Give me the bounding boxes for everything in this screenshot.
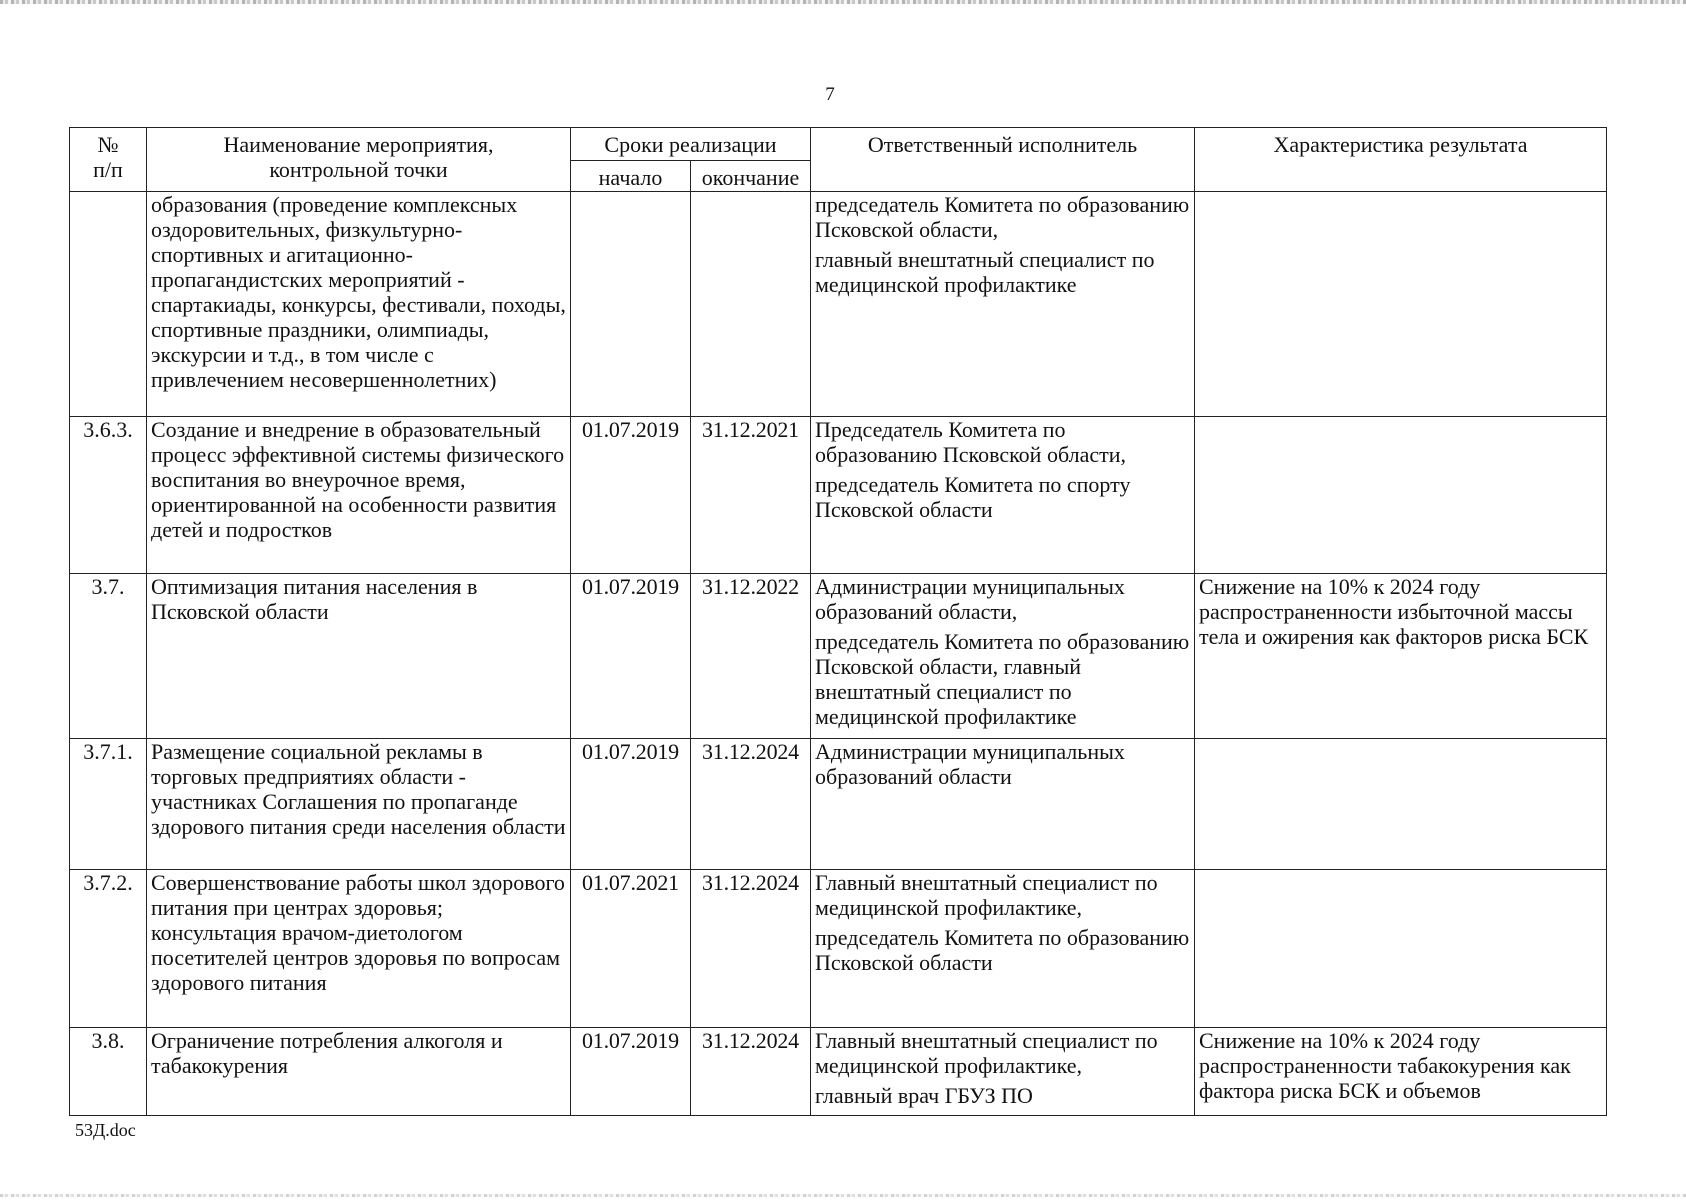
row-start: 01.07.2021: [571, 870, 691, 1028]
table-row: [70, 417, 1607, 574]
row-end: 31.12.2024: [691, 870, 811, 1028]
table-row: [70, 192, 1607, 417]
row-executor: [811, 417, 1195, 574]
executor-line: председатель Комитета по образованию Псковской области, главный внештатный специалист по медицинской профилактике: [815, 629, 1190, 729]
row-start: 01.07.2019: [571, 1028, 691, 1116]
row-result: Снижение на 10% к 2024 году распространенности избыточной массы тела и ожирения как факторов риска БСК: [1195, 574, 1607, 739]
executor-line: главный внештатный специалист по медицинской профилактике: [815, 247, 1155, 297]
row-name: Оптимизация питания населения в Псковской области: [147, 574, 571, 739]
row-end: 31.12.2024: [691, 1028, 811, 1116]
row-name: образования (проведение комплексных оздоровительных, физкультурно-спортивных и агитационно-пропагандистских мероприятий - спартакиады, конкурсы, фестивали, походы, спортивные праздники, олимпиады, экскурсии и т.д., в том числе с привлечением несовершеннолетних): [147, 192, 571, 417]
executor-line: главный врач ГБУЗ ПО: [815, 1083, 1033, 1108]
executor-line: Администрации муниципальных образований области: [815, 739, 1125, 789]
row-result: [1195, 739, 1607, 870]
executor-line: Администрации муниципальных образований области,: [815, 574, 1125, 624]
row-end: [691, 192, 811, 417]
row-end: 31.12.2022: [691, 574, 811, 739]
row-name: Создание и внедрение в образовательный процесс эффективной системы физического воспитания во внеурочное время, ориентированной на особенности развития детей и подростков: [147, 417, 571, 574]
row-num: 3.7.1.: [70, 739, 147, 870]
row-result: [1195, 870, 1607, 1028]
page-number: 7: [825, 84, 835, 105]
row-executor: [811, 870, 1195, 1028]
header-start: начало: [571, 161, 691, 192]
executor-line: Председатель Комитета по образованию Псковской области,: [815, 417, 1126, 467]
row-num: 3.6.3.: [70, 417, 147, 574]
table-header: [70, 128, 1607, 192]
header-end: окончание: [691, 161, 811, 192]
row-executor: [811, 192, 1195, 417]
row-start: 01.07.2019: [571, 417, 691, 574]
footer-filename: 53Д.doc: [75, 1120, 136, 1140]
row-num: 3.7.: [70, 574, 147, 739]
row-num: 3.8.: [70, 1028, 147, 1116]
row-result: [1195, 192, 1607, 417]
row-num: 3.7.2.: [70, 870, 147, 1028]
header-terms: Сроки реализации: [571, 128, 811, 161]
scan-edge-bottom: [0, 1194, 1686, 1197]
row-name: Совершенствование работы школ здорового питания при центрах здоровья; консультация врачом-диетологом посетителей центров здоровья по вопросам здорового питания: [147, 870, 571, 1028]
row-name: Ограничение потребления алкоголя и табакокурения: [147, 1028, 571, 1116]
activities-table: [69, 127, 1607, 1116]
row-executor: [811, 574, 1195, 739]
header-result: Характеристика результата: [1195, 128, 1607, 192]
row-start: 01.07.2019: [571, 739, 691, 870]
executor-line: председатель Комитета по образованию Псковской области: [815, 925, 1190, 975]
executor-line: председатель Комитета по спорту Псковской области: [815, 472, 1131, 522]
header-executor: Ответственный исполнитель: [811, 128, 1195, 192]
row-result: [1195, 417, 1607, 574]
executor-line: Главный внештатный специалист по медицинской профилактике,: [815, 870, 1158, 920]
row-end: 31.12.2024: [691, 739, 811, 870]
header-name: Наименование мероприятия, контрольной точки: [147, 128, 571, 192]
row-start: 01.07.2019: [571, 574, 691, 739]
row-start: [571, 192, 691, 417]
table-row: [70, 739, 1607, 870]
row-num: [70, 192, 147, 417]
row-executor: [811, 739, 1195, 870]
row-result: Снижение на 10% к 2024 году распространенности табакокурения как фактора риска БСК и объемов: [1195, 1028, 1607, 1116]
row-name: Размещение социальной рекламы в торговых предприятиях области - участниках Соглашения по пропаганде здорового питания среди населения области: [147, 739, 571, 870]
row-executor: [811, 1028, 1195, 1116]
executor-line: Главный внештатный специалист по медицинской профилактике,: [815, 1028, 1158, 1078]
row-end: 31.12.2021: [691, 417, 811, 574]
table-row: [70, 870, 1607, 1028]
table-row: [70, 574, 1607, 739]
table-body: [70, 192, 1607, 1116]
scan-edge-top: [0, 0, 1686, 4]
header-num: № п/п: [70, 128, 147, 192]
table-row: [70, 1028, 1607, 1116]
executor-line: председатель Комитета по образованию Псковской области,: [815, 192, 1190, 242]
